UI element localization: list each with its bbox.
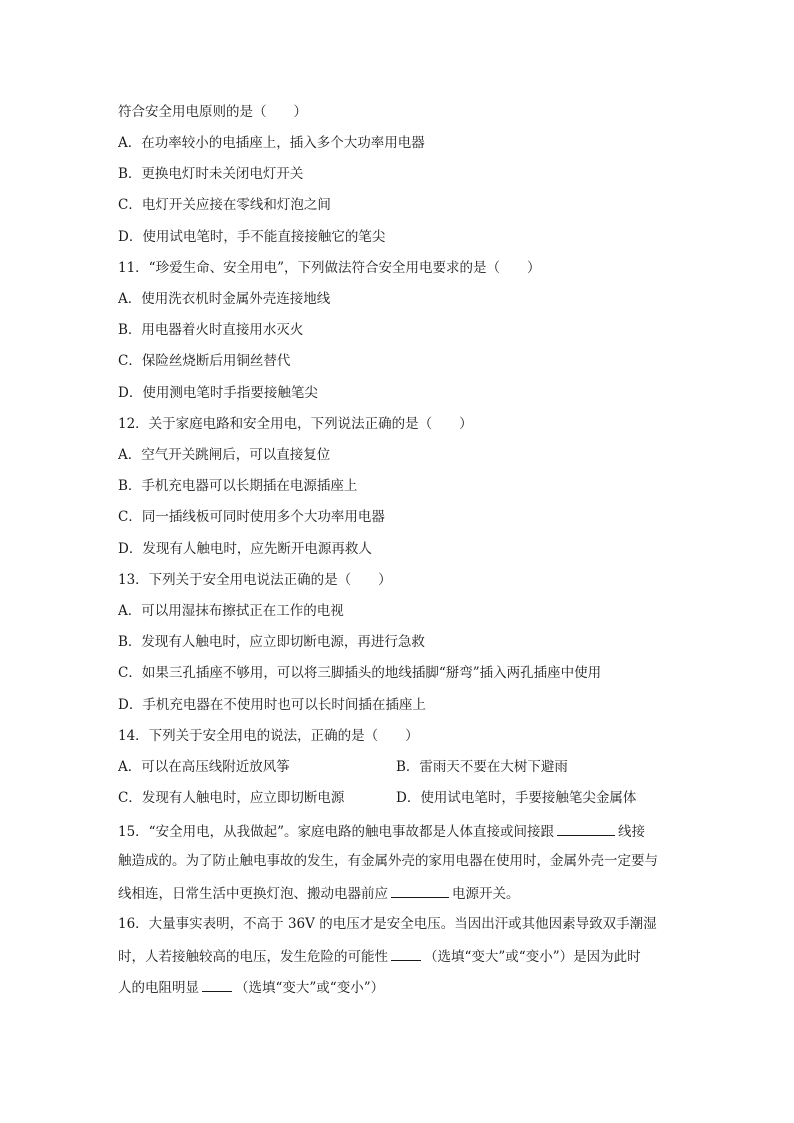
question-15-line-2: 触造成的。为了防止触电事故的发生，有金属外壳的家用电器在使用时，金属外壳一定要与 xyxy=(118,853,658,869)
question-11-option-c: C．保险丝烧断后用铜丝替代 xyxy=(118,353,291,369)
question-15-line-1 xyxy=(118,821,645,841)
question-15-text-1b: 线接 xyxy=(617,824,645,840)
question-10-stem: 符合安全用电原则的是（ ） xyxy=(118,104,307,120)
question-10-option-b: B．更换电灯时未关闭电灯开关 xyxy=(118,166,304,182)
question-13-option-d: D．手机充电器在不使用时也可以长时间插在插座上 xyxy=(118,697,426,713)
question-13-option-c: C．如果三孔插座不够用，可以将三脚插头的地线插脚“掰弯”插入两孔插座中使用 xyxy=(118,665,602,681)
question-16-line-3 xyxy=(118,977,384,997)
question-11-stem: 11．“珍爱生命、安全用电”，下列做法符合安全用电要求的是（ ） xyxy=(118,260,541,276)
fill-blank[interactable] xyxy=(202,977,232,992)
question-10-option-c: C．电灯开关应接在零线和灯泡之间 xyxy=(118,197,331,213)
question-15-text-1a: 15．“安全用电，从我做起”。家庭电路的触电事故都是人体直接或间接跟 xyxy=(118,824,554,840)
fill-blank[interactable] xyxy=(391,883,449,898)
question-15-text-3a: 线相连，日常生活中更换灯泡、搬动电器前应 xyxy=(118,886,388,902)
question-16-text-2a: 时，人若接触较高的电压，发生危险的可能性 xyxy=(118,949,388,965)
question-14-option-c: C．发现有人触电时，应立即切断电源 xyxy=(118,790,345,806)
question-15-line-3 xyxy=(118,883,520,903)
question-16-line-2 xyxy=(118,946,641,966)
question-16-text-3b: （选填“变大”或“变小”） xyxy=(235,980,385,996)
question-12-option-b: B．手机充电器可以长期插在电源插座上 xyxy=(118,478,358,494)
question-11-option-d: D．使用测电笔时手指要接触笔尖 xyxy=(118,385,318,401)
question-12-option-d: D．发现有人触电时，应先断开电源再救人 xyxy=(118,541,372,557)
question-10-option-a: A．在功率较小的电插座上，插入多个大功率用电器 xyxy=(118,135,425,151)
fill-blank[interactable] xyxy=(557,821,615,836)
question-14-option-b: B．雷雨天不要在大树下避雨 xyxy=(396,759,568,775)
question-16-line-1: 16．大量事实表明，不高于 36V 的电压才是安全电压。当因出汗或其他因素导致双手潮湿 xyxy=(118,916,657,932)
question-11-option-a: A．使用洗衣机时金属外壳连接地线 xyxy=(118,291,331,307)
question-12-option-a: A．空气开关跳闸后，可以直接复位 xyxy=(118,447,331,463)
fill-blank[interactable] xyxy=(391,946,421,961)
question-13-option-a: A．可以用湿抹布擦拭正在工作的电视 xyxy=(118,603,344,619)
question-10-option-d: D．使用试电笔时，手不能直接接触它的笔尖 xyxy=(118,229,386,245)
question-14-option-a: A．可以在高压线附近放风筝 xyxy=(118,759,290,775)
question-14-stem: 14．下列关于安全用电的说法，正确的是（ ） xyxy=(118,728,419,744)
question-11-option-b: B．用电器着火时直接用水灭火 xyxy=(118,322,304,338)
question-12-stem: 12．关于家庭电路和安全用电，下列说法正确的是（ ） xyxy=(118,416,473,432)
question-16-text-3a: 人的电阻明显 xyxy=(118,980,199,996)
question-13-stem: 13．下列关于安全用电说法正确的是（ ） xyxy=(118,572,392,588)
question-12-option-c: C．同一插线板可同时使用多个大功率用电器 xyxy=(118,509,385,525)
question-14-option-d: D．使用试电笔时，手要接触笔尖金属体 xyxy=(396,790,637,806)
question-13-option-b: B．发现有人触电时，应立即切断电源，再进行急救 xyxy=(118,634,425,650)
question-16-text-2b: （选填“变大”或“变小”）是因为此时 xyxy=(424,949,641,965)
question-15-text-3b: 电源开关。 xyxy=(452,886,520,902)
